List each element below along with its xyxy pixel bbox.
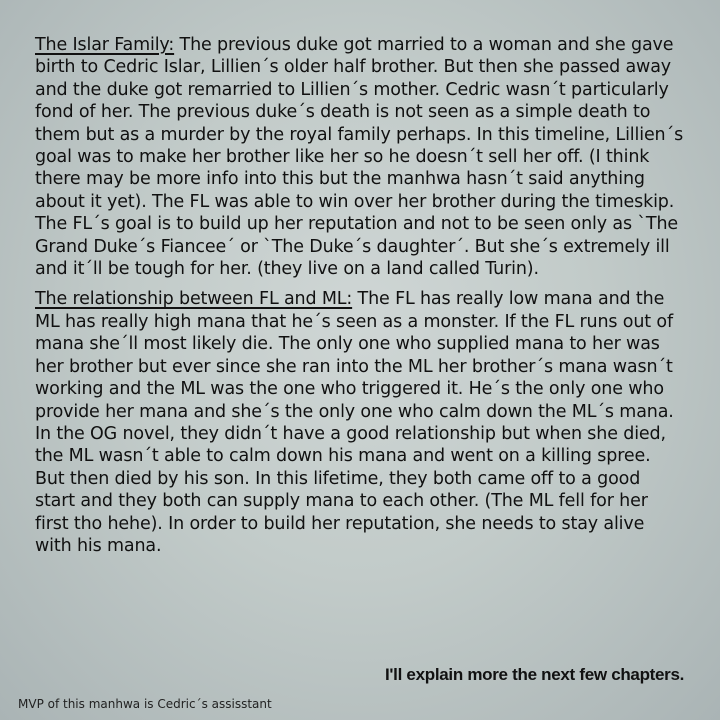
section-heading-islar-family: The Islar Family: [35, 35, 175, 55]
footer-note: MVP of this manhwa is Cedric´s assisstant [18, 697, 272, 711]
signoff-note: I'll explain more the next few chapters. [385, 665, 685, 684]
document-body [35, 34, 685, 557]
section-body-fl-ml-relationship: The FL has really low mana and the ML has really high mana that he´s seen as a monster. If the FL runs out of mana she´ll most likely die. The only one who supplied mana to her was her brother but ever since she ran into the ML her brother´s mana wasn´t working and the ML was the one who triggered it. He´s the only one who provide her mana and she´s the only one who calm down the ML´s mana. In the OG novel, they didn´t have a good relationship but when she died, the ML wasn´t able to calm down his mana and went on a killing spree. But then died by his son. In this lifetime, they both came off to a good start and they both can supply mana to each other. (The ML fell for her first tho hehe). In order to build her reputation, she needs to stay alive with his mana. [35, 289, 674, 556]
paragraph-fl-ml-relationship [35, 288, 685, 557]
section-heading-fl-ml-relationship: The relationship between FL and ML: [35, 289, 353, 310]
section-body-islar-family: The previous duke got married to a woman and she gave birth to Cedric Islar, Lillien´s older half brother. But then she passed away and the duke got remarried to Lillien´s mother. Cedric wasn´t particularly fond of her. The previous duke´s death is not seen as a simple death to them but as a murder by the royal family perhaps. In this timeline, Lillien´s goal was to make her brother like her so he doesn´t sell her off. (I think there may be more info into this but the manhwa hasn´t said anything about it yet). The FL was able to win over her brother during the timeskip. The FL´s goal is to build up her reputation and not to be seen only as `The Grand Duke´s Fiancee´ or `The Duke´s daughter´. But she´s extremely ill and it´ll be tough for her. (they live on a land called Turin). [35, 35, 684, 280]
paragraph-islar-family [35, 34, 685, 280]
